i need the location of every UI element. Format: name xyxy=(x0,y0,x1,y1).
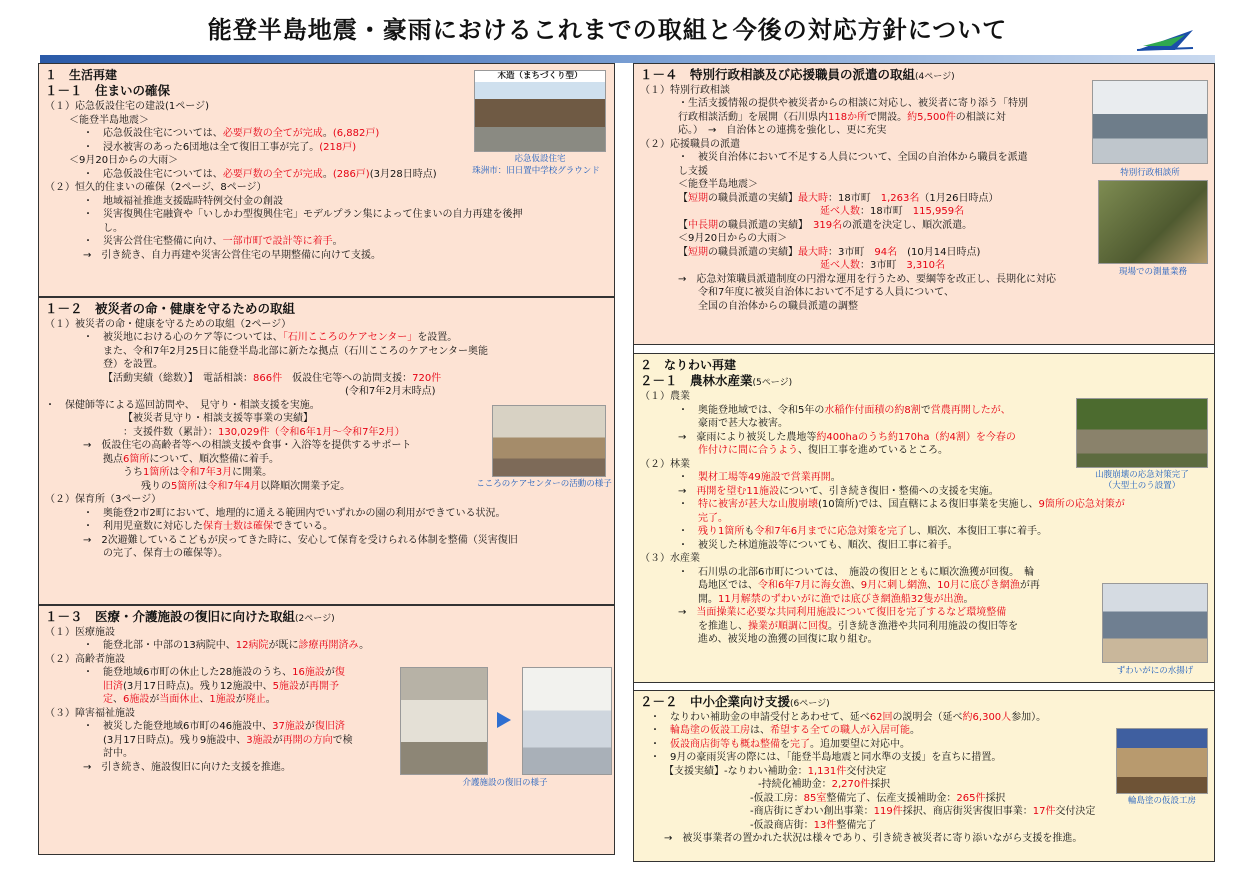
text: ・ 奥能登地域では、令和5年の水稲作付面積の約8割で営農再開したが、 xyxy=(678,404,1011,416)
photo-caption: ずわいがにの水揚げ xyxy=(1116,666,1194,676)
text: 【活動実績（総数）】 電話相談：866件 仮設住宅等への訪問支援：720件 xyxy=(103,372,442,384)
text: （１）農業 xyxy=(640,391,690,403)
text: ・ なりわい補助金の申請受付とあわせて、延べ62回の説明会（延べ約6,300人参加）。 xyxy=(650,711,1047,723)
landslide-repair-photo xyxy=(1076,398,1208,468)
facility-before-photo xyxy=(400,667,488,775)
heading: １－１ 住まいの確保 xyxy=(45,83,171,99)
text: ・ 9月の豪雨災害の際には、「能登半島地震と同水準の支援」を直ちに措置。 xyxy=(650,752,1002,764)
care-center-photo xyxy=(492,405,606,477)
heading: １－２ 被災者の命・健康を守るための取組 xyxy=(45,301,296,316)
text: （２）林業 xyxy=(640,458,690,470)
text: ・ 能登地域6市町の休止した28施設のうち、16施設が復 xyxy=(83,667,345,679)
text: → 被災事業者の置かれた状況は様々であり、引き続き被災者に寄り添いながら支援を推進。 xyxy=(664,833,1083,845)
text: （３）障害福祉施設 xyxy=(45,707,135,719)
text: （１）被災者の命・健康を守るための取組（2ページ） xyxy=(45,318,292,330)
text: （２）恒久的住まいの確保（2ページ、8ページ） xyxy=(45,182,267,194)
text: ・ 被災した林道施設等についても、順次、復旧工事に着手。 xyxy=(678,539,958,551)
heading: １ 生活再建 xyxy=(45,68,118,82)
text: 令和7年度に被災自治体において不足する人員について、 xyxy=(698,287,954,299)
prefecture-logo-icon xyxy=(1135,26,1195,52)
text: → 引き続き、自力再建や災害公営住宅の早期整備に向けて支援。 xyxy=(83,249,381,261)
text: し。 xyxy=(103,222,123,234)
text: ・ 石川県の北部6市町については、 施設の復旧とともに順次漁獲が回復。 輪 xyxy=(678,566,1035,578)
text: ・ 特に被害が甚大な山腹崩壊(10箇所)では、国直轄による復旧事業を実施し、9箇所の応急対策が xyxy=(678,499,1125,511)
text: → 2次避難しているこどもが戻ってきた時に、安心して保育を受けられる体制を整備（災害復旧 xyxy=(83,534,518,546)
text: 行政相談活動」を展開（石川県内118か所で開設。約5,500件の相談に対 xyxy=(678,111,1006,123)
text: の完了、保育士の確保等）。 xyxy=(103,548,228,560)
text: -仮設商店街：13件整備完了 xyxy=(750,819,877,831)
text: ・ 製材工場等49施設で営業再開。 xyxy=(678,472,841,484)
heading: ２－２ 中小企業向け支援(6ページ) xyxy=(640,694,830,709)
text: 【中長期の職員派遣の実績】 319名の派遣を決定し、順次派遣。 xyxy=(678,219,973,231)
text: 【短期の職員派遣の実績】最大時：3市町 94名 (10月14日時点) xyxy=(678,246,981,258)
text: → 引き続き、施設復旧に向けた支援を推進。 xyxy=(83,761,291,773)
text: -仮設工房：85室整備完了、伝産支援補助金：265件採択 xyxy=(750,792,1006,804)
text: 残りの5箇所は令和7年4月以降順次開業予定。 xyxy=(141,480,351,492)
text: ・ 保健師等による巡回訪問や、 見守り・相談支援を実施。 xyxy=(45,399,320,411)
text: -持続化補助金：2,270件採択 xyxy=(758,779,891,791)
text: ・ 能登北部・中部の13病院中、12病院が既に診療再開済み。 xyxy=(83,640,370,652)
text: ・ 被災自治体において不足する人員について、全国の自治体から職員を派遣 xyxy=(678,152,1028,164)
text: ・ 地域福祉推進支援臨時特例交付金の創設 xyxy=(83,195,283,207)
text: ・ 被災地における心のケア等については、「石川こころのケアセンター」を設置。 xyxy=(83,332,458,344)
photo-caption: 山腹崩壊の応急対策完了 xyxy=(1095,470,1189,480)
text: 旧済(3月17日時点)。残り12施設中、5施設が再開予 xyxy=(103,680,339,692)
text: ＜9月20日からの大雨＞ xyxy=(678,233,788,245)
text: 島地区では、令和6年7月に海女漁、9月に刺し網漁、10月に底びき網漁が再 xyxy=(698,580,1040,592)
text: ・ 利用児童数に対応した保育士数は確保できている。 xyxy=(83,521,333,533)
text: 【支援実績】-なりわい補助金：1,131件交付決定 xyxy=(664,765,887,777)
text: (令和7年2月末時点) xyxy=(345,386,436,398)
text: （２）保育所（3ページ） xyxy=(45,494,162,506)
text: -商店街にぎわい創出事業：119件採択、商店街災害復旧事業：17件交付決定 xyxy=(750,806,1096,818)
survey-work-photo xyxy=(1098,180,1208,264)
photo-caption: 介護施設の復旧の様子 xyxy=(462,778,548,788)
lacquer-workshop-photo xyxy=(1116,728,1208,794)
text: ・ 残り1箇所も令和7年6月までに応急対策を完了し、順次、本復旧工事に着手。 xyxy=(678,526,1048,538)
text: 進め、被災地の漁獲の回復に取り組む。 xyxy=(698,634,878,646)
text: 定、6施設が当面休止、1施設が廃止。 xyxy=(103,694,276,706)
text: 拠点6箇所について、順次整備に着手。 xyxy=(103,453,279,465)
text: 完了。 xyxy=(698,512,728,524)
text: 【被災者見守り・相談支援等事業の実績】 xyxy=(123,413,313,425)
photo-label: 木造（まちづくり型） xyxy=(475,71,605,82)
photo-caption: 現場での測量業務 xyxy=(1118,267,1187,277)
text: → 再開を望む11施設について、引き続き復旧・整備への支援を実施。 xyxy=(678,485,999,497)
text: 延べ人数：18市町 115,959名 xyxy=(820,206,965,218)
text: 作付けに間に合うよう、復旧工事を進めているところ。 xyxy=(698,445,948,457)
photo-caption: こころのケアセンターの活動の様子 xyxy=(476,479,612,489)
consultation-office-photo xyxy=(1092,80,1208,164)
text: ＜能登半島地震＞ xyxy=(678,179,758,191)
text: → 当面操業に必要な共同利用施設について復旧を完了するなど環境整備 xyxy=(678,607,1007,619)
text: を推進し、操業が順調に回復。引き続き漁港や共同利用施設の復旧等を xyxy=(698,620,1018,632)
facility-after-photo xyxy=(522,667,612,775)
text: 討中。 xyxy=(103,748,133,760)
text: ・ 災害公営住宅整備に向け、一部市町で設計等に着手。 xyxy=(83,236,343,248)
text: ・ 奥能登2市2町において、地理的に通える範囲内でいずれかの園の利用ができている状況。 xyxy=(83,507,506,519)
text: （２）応援職員の派遣 xyxy=(640,138,740,150)
photo-caption: 特別行政相談所 xyxy=(1120,168,1180,178)
text: （１）特別行政相談 xyxy=(640,84,730,96)
header-bar xyxy=(40,55,1215,63)
text: うち1箇所は令和7年3月に開業。 xyxy=(123,467,273,479)
text: ・ 応急仮設住宅については、必要戸数の全てが完成。(6,882戸) xyxy=(83,128,380,140)
text: 開。11月解禁のずわいがに漁では底びき網漁船32隻が出漁。 xyxy=(698,593,974,605)
photo-caption: 珠洲市：旧日置中学校グラウンド xyxy=(472,166,600,176)
text: → 仮設住宅の高齢者等への相談支援や食事・入浴等を提供するサポート xyxy=(83,440,412,452)
heading: １－４ 特別行政相談及び応援職員の派遣の取組(4ページ) xyxy=(640,67,955,82)
text: 登）を設置。 xyxy=(103,359,163,371)
text: 豪雨で甚大な被害。 xyxy=(698,418,788,430)
text: (3月17日時点)。残り9施設中、3施設が再開の方向で検 xyxy=(103,734,353,746)
heading: ２ なりわい再建 xyxy=(640,358,737,372)
arrow-right-icon xyxy=(497,712,511,728)
heading: １－３ 医療・介護施設の復旧に向けた取組(2ページ) xyxy=(45,609,335,624)
text: ・ 仮設商店街等も概ね整備を完了。追加要望に対応中。 xyxy=(650,738,910,750)
text: ・生活支援情報の提供や被災者からの相談に対応し、被災者に寄り添う「特別 xyxy=(678,98,1028,110)
text: （３）水産業 xyxy=(640,553,700,565)
text: （１）応急仮設住宅の建設(1ページ) xyxy=(45,101,209,113)
text: → 応急対策職員派遣制度の円滑な運用を行うため、要綱等を改正し、長期化に対応 xyxy=(678,273,1056,285)
text: 【短期の職員派遣の実績】最大時：18市町 1,263名（1月26日時点） xyxy=(678,192,999,204)
text: ・ 災害復興住宅融資や「いしかわ型復興住宅」モデルプラン集によって住まいの自力再建を後押 xyxy=(83,209,523,221)
text: 延べ人数：3市町 3,310名 xyxy=(820,260,946,272)
text: ・ 浸水被害のあった6団地は全て復旧工事が完了。(218戸) xyxy=(83,141,357,153)
text: （２）高齢者施設 xyxy=(45,653,125,665)
photo-caption: 輪島塗の仮設工房 xyxy=(1127,796,1196,806)
text: ＜9月20日からの大雨＞ xyxy=(69,155,179,167)
text: し支援 xyxy=(678,165,708,177)
text: ：支援件数（累計）：130,029件（令和6年1月～令和7年2月） xyxy=(123,426,405,438)
text: 応。） → 自治体との連携を強化し、更に充実 xyxy=(678,125,887,137)
heading: ２－１ 農林水産業(5ページ) xyxy=(640,373,793,389)
page-title: 能登半島地震・豪雨におけるこれまでの取組と今後の対応方針について xyxy=(207,16,1008,44)
photo-caption: （大型土のう設置） xyxy=(1103,481,1181,491)
text: また、令和7年2月25日に能登半島北部に新たな拠点（石川こころのケアセンター奥能 xyxy=(103,345,488,357)
snow-crab-landing-photo xyxy=(1102,583,1208,663)
text: （１）医療施設 xyxy=(45,626,115,638)
text: ＜能登半島地震＞ xyxy=(69,114,149,126)
text: 全国の自治体からの職員派遣の調整 xyxy=(698,300,858,312)
text: ・ 応急仮設住宅については、必要戸数の全てが完成。(286戸)(3月28日時点) xyxy=(83,168,437,180)
text: ・ 被災した能登地域6市町の46施設中、37施設が復旧済 xyxy=(83,721,345,733)
text: → 豪雨により被災した農地等約400haのうち約170ha（約4割）を今春の xyxy=(678,431,1016,443)
text: ・ 輪島塗の仮設工房は、希望する全ての職人が入居可能。 xyxy=(650,725,920,737)
temporary-housing-photo xyxy=(474,70,606,152)
photo-caption: 応急仮設住宅 xyxy=(514,154,566,164)
